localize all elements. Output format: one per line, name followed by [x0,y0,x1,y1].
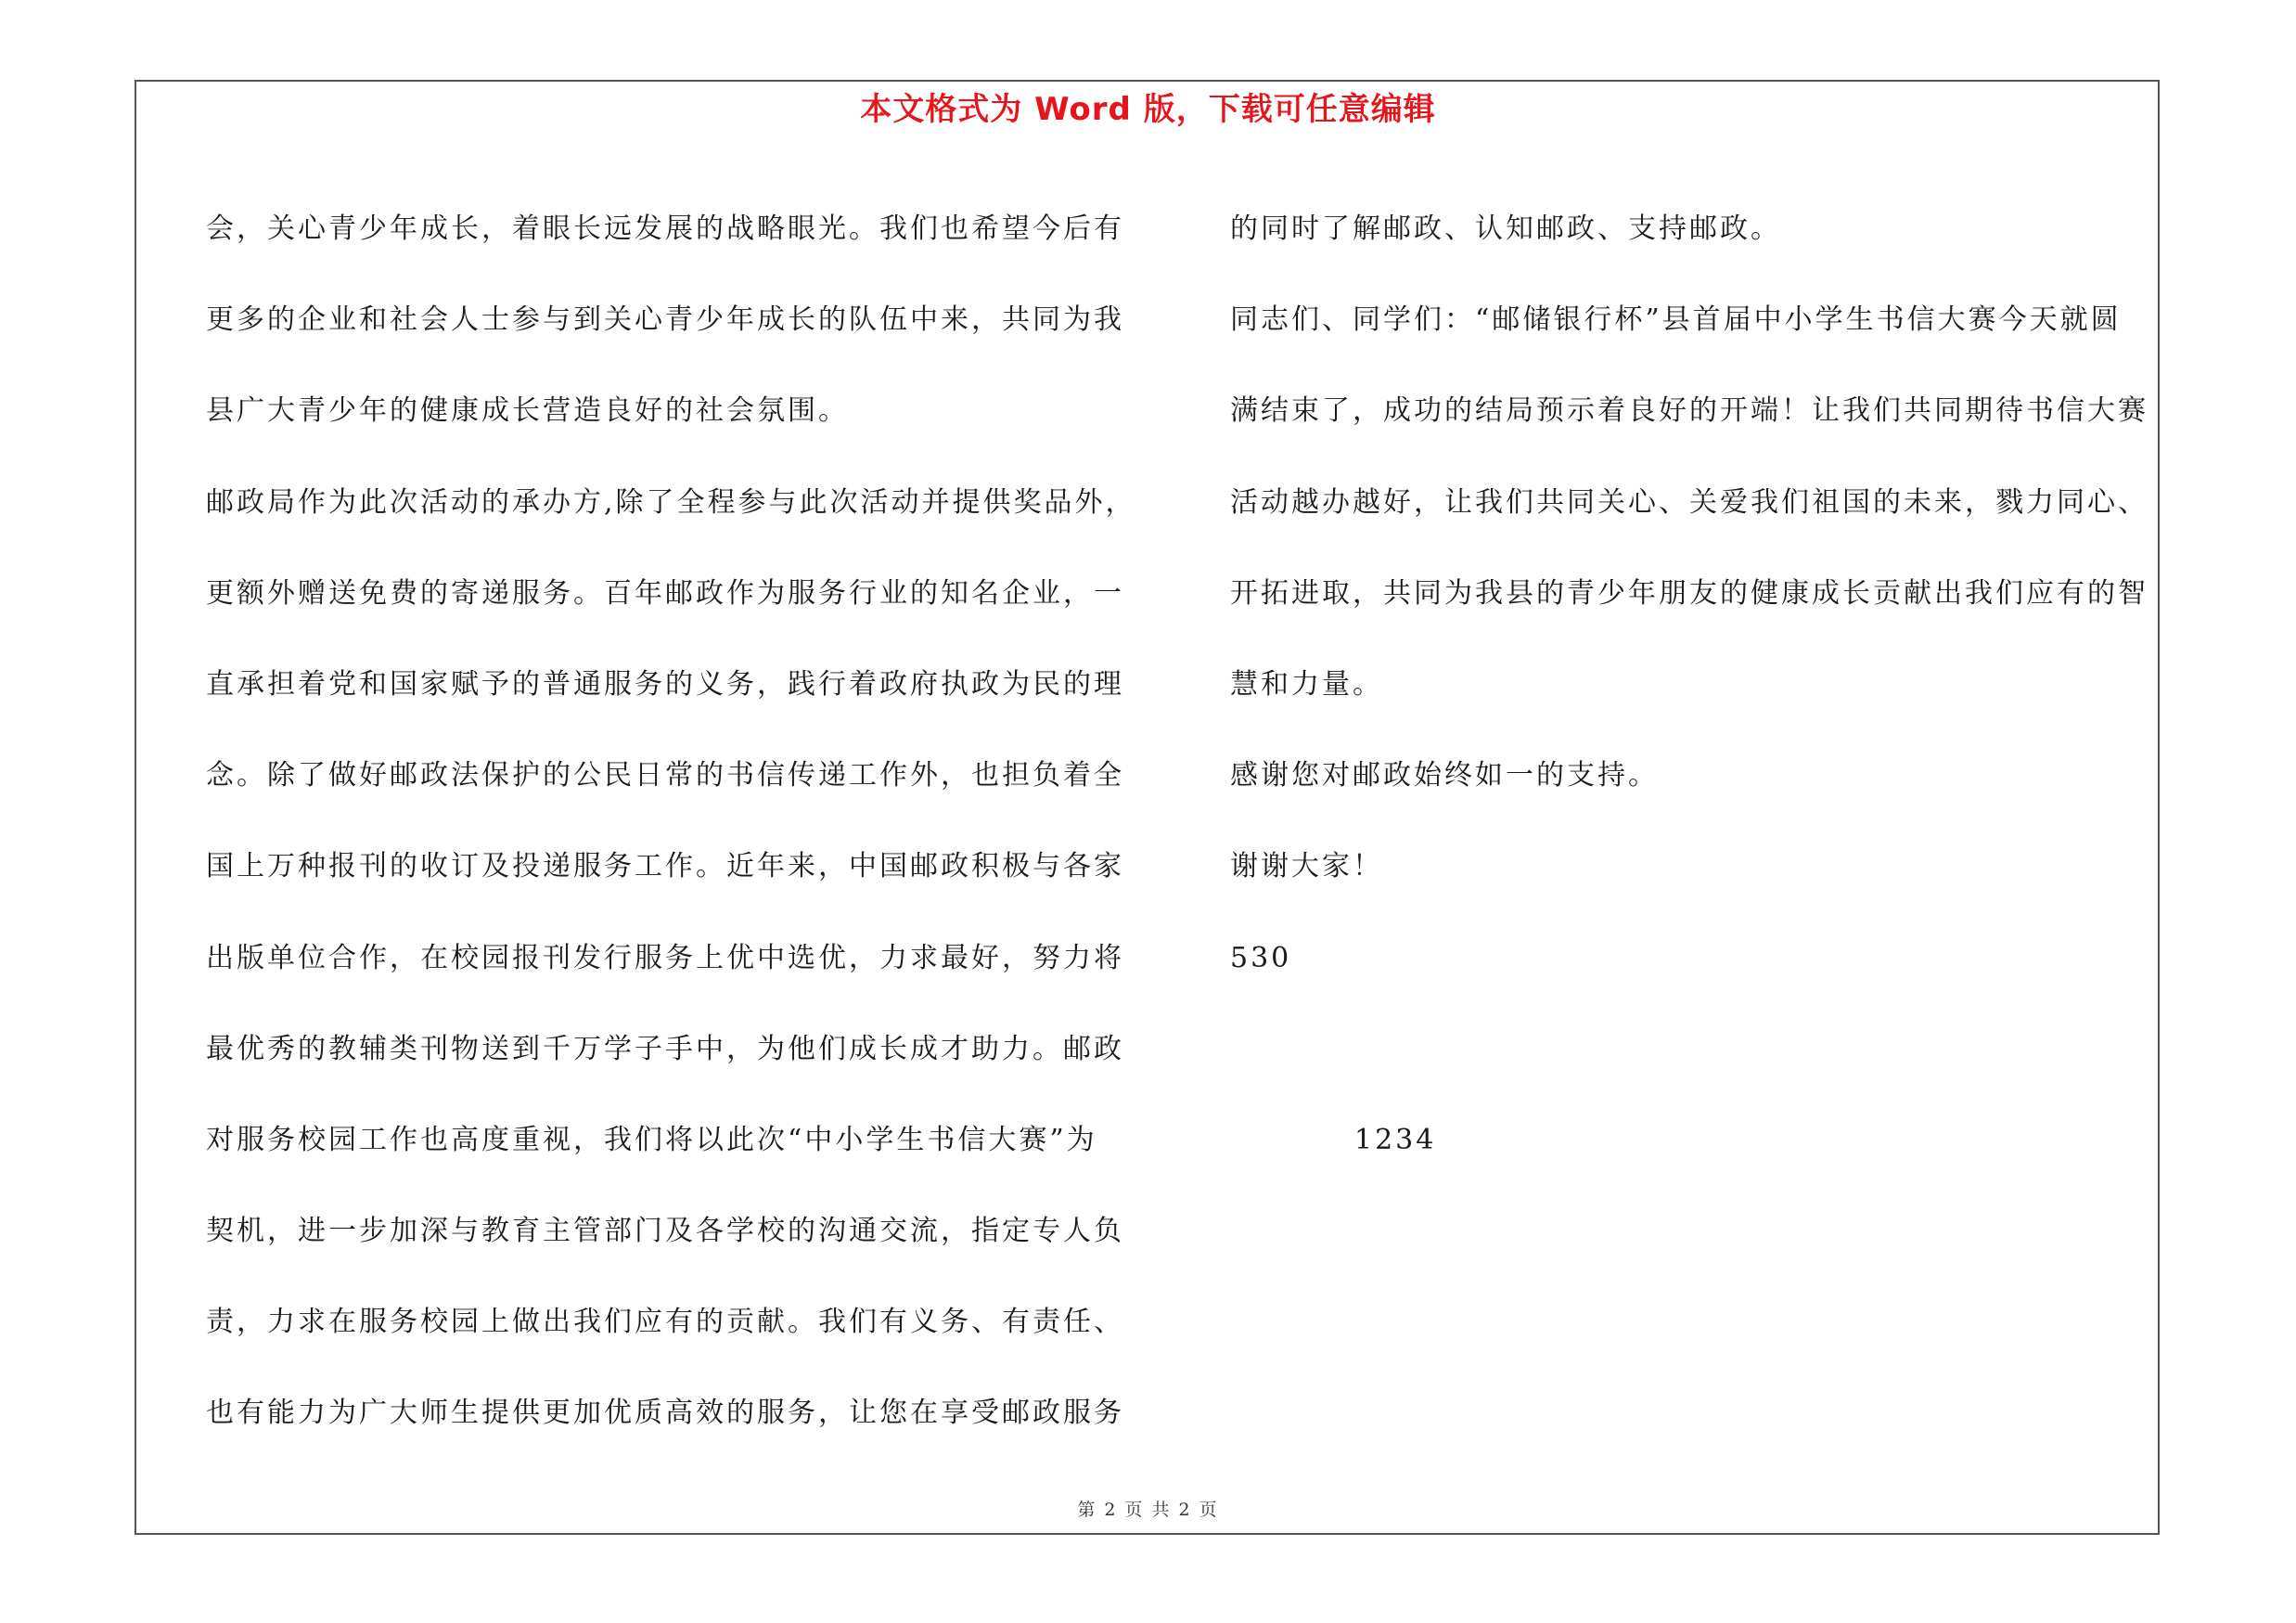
body-line: 直承担着党和国家赋予的普通服务的义务，践行着政府执政为民的理 [206,667,1124,701]
body-line: 责，力求在服务校园上做出我们应有的贡献。我们有义务、有责任、 [206,1306,1124,1339]
body-line: 邮政局作为此次活动的承办方,除了全程参与此次活动并提供奖品外， [206,485,1136,519]
body-line: 最优秀的教辅类刊物送到千万学子手中，为他们成长成才助力。邮政 [206,1032,1124,1065]
left-column [206,184,1134,1460]
body-line: 也有能力为广大师生提供更加优质高效的服务，让您在享受邮政服务 [206,1397,1124,1430]
body-line: 契机，进一步加深与教育主管部门及各学校的沟通交流，指定专人负 [206,1215,1124,1248]
body-line: 念。除了做好邮政法保护的公民日常的书信传递工作外，也担负着全 [206,759,1124,792]
body-line: 感谢您对邮政始终如一的支持。 [1230,759,1659,792]
right-column [1230,184,2158,1186]
body-line: 出版单位合作，在校园报刊发行服务上优中选优，力求最好，努力将 [206,941,1124,974]
body-line: 谢谢大家！ [1230,850,1383,883]
body-line: 慧和力量。 [1230,667,1383,701]
number-text: 1234 [1354,1123,1437,1156]
page-footer: 第 2 页 共 2 页 [1077,1500,1219,1520]
body-line: 满结束了，成功的结局预示着良好的开端！让我们共同期待书信大赛 [1230,394,2148,428]
body-line: 更额外赠送免费的寄递服务。百年邮政作为服务行业的知名企业，一 [206,576,1124,610]
format-banner: 本文格式为 Word 版，下载可任意编辑 [860,91,1436,128]
body-line: 会，关心青少年成长，着眼长远发展的战略眼光。我们也希望今后有 [206,213,1124,245]
body-line: 国上万种报刊的收订及投递服务工作。近年来，中国邮政积极与各家 [206,850,1124,883]
body-line: 的同时了解邮政、认知邮政、支持邮政。 [1230,213,1781,245]
blank-line [1230,1004,2158,1095]
body-line: 更多的企业和社会人士参与到关心青少年成长的队伍中来，共同为我 [206,303,1124,337]
body-line: 县广大青少年的健康成长营造良好的社会氛围。 [206,394,849,428]
body-line: 开拓进取，共同为我县的青少年朋友的健康成长贡献出我们应有的智 [1230,576,2148,610]
page-number-text: 530 [1230,941,1292,974]
body-line: 活动越办越好，让我们共同关心、关爱我们祖国的未来，戮力同心、 [1230,485,2148,519]
body-line: 同志们、同学们：“邮储银行杯”县首届中小学生书信大赛今天就圆 [1230,303,2122,337]
body-line: 对服务校园工作也高度重视，我们将以此次“中小学生书信大赛”为 [206,1123,1097,1156]
